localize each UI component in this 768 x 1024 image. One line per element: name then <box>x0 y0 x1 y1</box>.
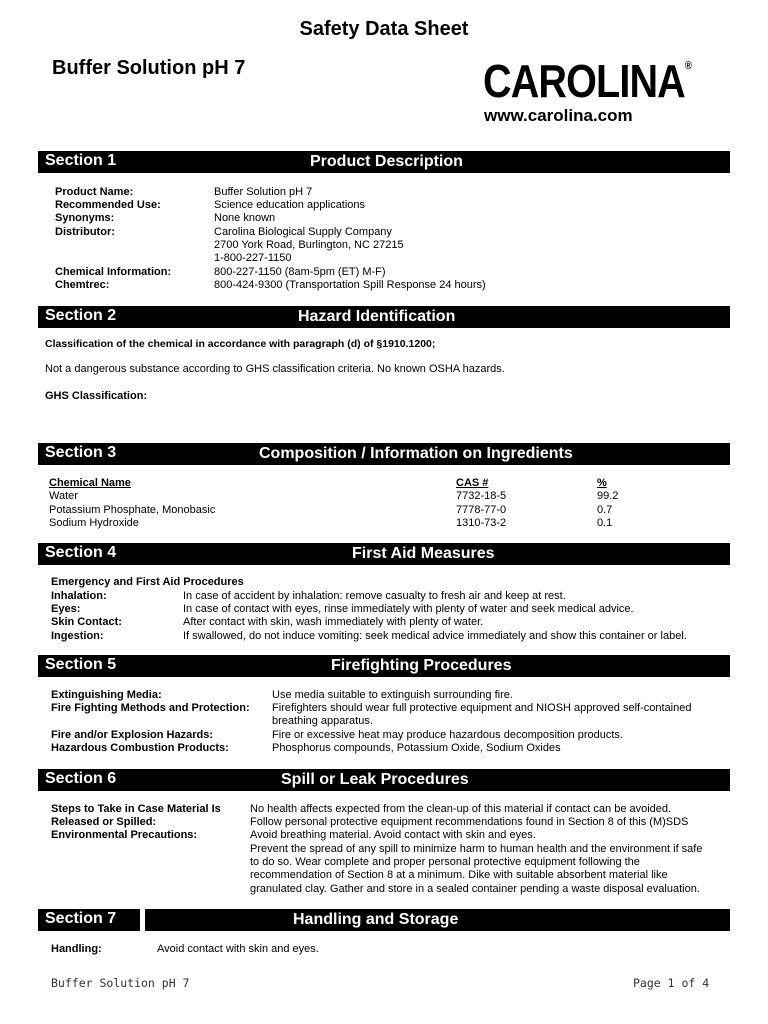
s1-value-synonyms: None known <box>214 212 276 224</box>
registered-mark: ® <box>684 60 692 72</box>
s1-value-phone: 1-800-227-1150 <box>214 252 292 264</box>
s1-label-chemtrec: Chemtrec: <box>55 279 110 291</box>
s1-value-address: 2700 York Road, Burlington, NC 27215 <box>214 239 404 251</box>
s6-value-line: to do so. Wear complete and proper personal protective equipment following the <box>250 856 640 868</box>
s1-value-product-name: Buffer Solution pH 7 <box>214 186 313 198</box>
s6-value-line: Avoid breathing material. Avoid contact with skin and eyes. <box>250 829 536 841</box>
s2-ghs-classification: GHS Classification: <box>45 390 148 402</box>
s3-row-cas: 1310-73-2 <box>456 517 507 529</box>
s3-row-cas: 7778-77-0 <box>456 504 507 516</box>
s6-value-line: recommendation of Section 8 at a minimum. Dike with suitable absorbent material like <box>250 869 668 881</box>
s3-row-percent: 99.2 <box>597 490 619 502</box>
footer-page-number: Page 1 of 4 <box>633 976 710 990</box>
carolina-logo <box>483 55 692 130</box>
s1-label-product-name: Product Name: <box>55 186 134 198</box>
section-3-title: Composition / Information on Ingredients <box>259 445 573 462</box>
s6-value-line: granulated clay. Gather and store in a sealed container pending a waste disposal evaluation. <box>250 883 700 895</box>
s6-value-line: Follow personal protective equipment recommendations found in Section 8 of this (M)SDS <box>250 816 689 828</box>
s5-value-fire-fighting-methods: Firefighters should wear full protective equipment and NIOSH approved self-contained <box>272 702 692 714</box>
s3-row-cas: 7732-18-5 <box>456 490 507 502</box>
logo-wordmark: CAROLINA <box>483 55 685 107</box>
s2-classification: Classification of the chemical in accordance with paragraph (d) of §1910.1200; <box>45 338 436 350</box>
s1-label-distributor: Distributor: <box>55 226 115 238</box>
section-4-number: Section 4 <box>45 544 117 561</box>
s3-row-percent: 0.7 <box>597 504 613 516</box>
s1-value-distributor: Carolina Biological Supply Company <box>214 226 392 238</box>
s5-value-fire-explosion-hazards: Fire or excessive heat may produce hazardous decomposition products. <box>272 729 623 741</box>
s4-label-eyes: Eyes: <box>51 603 81 615</box>
s1-label-synonyms: Synonyms: <box>55 212 115 224</box>
s6-value-line: Prevent the spread of any spill to minimize harm to human health and the environment if safe <box>250 843 703 855</box>
s3-row-name: Sodium Hydroxide <box>49 517 139 529</box>
section-2-number: Section 2 <box>45 307 117 324</box>
s6-label-environmental: Environmental Precautions: <box>51 829 198 841</box>
section-6-title: Spill or Leak Procedures <box>281 771 469 788</box>
s3-header-cas: CAS # <box>456 477 489 489</box>
s4-label-ingestion: Ingestion: <box>51 630 104 642</box>
section-4-title: First Aid Measures <box>352 545 495 562</box>
s3-header-chemical-name: Chemical Name <box>49 477 131 489</box>
section-1-title: Product Description <box>310 153 463 170</box>
s4-label-skin-contact: Skin Contact: <box>51 616 122 628</box>
section-5-number: Section 5 <box>45 656 117 673</box>
s7-value-handling: Avoid contact with skin and eyes. <box>157 943 319 955</box>
s1-value-recommended-use: Science education applications <box>214 199 366 211</box>
s3-row-name: Potassium Phosphate, Monobasic <box>49 504 216 516</box>
section-2-title: Hazard Identification <box>298 308 456 325</box>
section-7-title: Handling and Storage <box>293 911 459 928</box>
s3-row-percent: 0.1 <box>597 517 613 529</box>
section-7-number: Section 7 <box>45 910 117 927</box>
document-title: Safety Data Sheet <box>299 18 469 40</box>
logo-url: www.carolina.com <box>484 106 633 125</box>
s1-value-chemtrec: 800-424-9300 (Transportation Spill Response 24 hours) <box>214 279 486 291</box>
section-3-number: Section 3 <box>45 444 117 461</box>
product-title: Buffer Solution pH 7 <box>52 57 246 79</box>
s5-label-fire-explosion-hazards: Fire and/or Explosion Hazards: <box>51 729 213 741</box>
s3-header-percent: % <box>597 477 607 489</box>
s4-value-eyes: In case of contact with eyes, rinse immediately with plenty of water and seek medical advice. <box>183 603 634 615</box>
s4-value-ingestion: If swallowed, do not induce vomiting: seek medical advice immediately and show this container or label. <box>183 630 687 642</box>
section-6-number: Section 6 <box>45 770 117 787</box>
s5-value-extinguishing-media: Use media suitable to extinguish surrounding fire. <box>272 689 513 701</box>
s6-label-released: Released or Spilled: <box>51 816 157 828</box>
s6-value-line: No health affects expected from the clean-up of this material if contact can be avoided. <box>250 803 672 815</box>
section-1-number: Section 1 <box>45 152 117 169</box>
s4-value-inhalation: In case of accident by inhalation: remove casualty to fresh air and keep at rest. <box>183 590 566 602</box>
s5-label-hazardous-combustion: Hazardous Combustion Products: <box>51 742 229 754</box>
s1-label-recommended-use: Recommended Use: <box>55 199 161 211</box>
s2-statement: Not a dangerous substance according to GHS classification criteria. No known OSHA hazards. <box>45 363 505 375</box>
s6-label-steps: Steps to Take in Case Material Is <box>51 803 221 815</box>
s4-label-inhalation: Inhalation: <box>51 590 107 602</box>
s7-label-handling: Handling: <box>51 943 102 955</box>
s4-heading: Emergency and First Aid Procedures <box>51 576 244 588</box>
s5-label-fire-fighting-methods: Fire Fighting Methods and Protection: <box>51 702 250 714</box>
s4-value-skin-contact: After contact with skin, wash immediately with plenty of water. <box>183 616 484 628</box>
s5-label-extinguishing-media: Extinguishing Media: <box>51 689 162 701</box>
s5-value-hazardous-combustion: Phosphorus compounds, Potassium Oxide, Sodium Oxides <box>272 742 561 754</box>
footer-product: Buffer Solution pH 7 <box>51 976 190 990</box>
s3-row-name: Water <box>49 490 78 502</box>
section-5-title: Firefighting Procedures <box>331 657 512 674</box>
s1-label-chemical-information: Chemical Information: <box>55 266 172 278</box>
s5-value-fire-fighting-methods-cont: breathing apparatus. <box>272 715 373 727</box>
s1-value-chemical-information: 800-227-1150 (8am-5pm (ET) M-F) <box>214 266 386 278</box>
